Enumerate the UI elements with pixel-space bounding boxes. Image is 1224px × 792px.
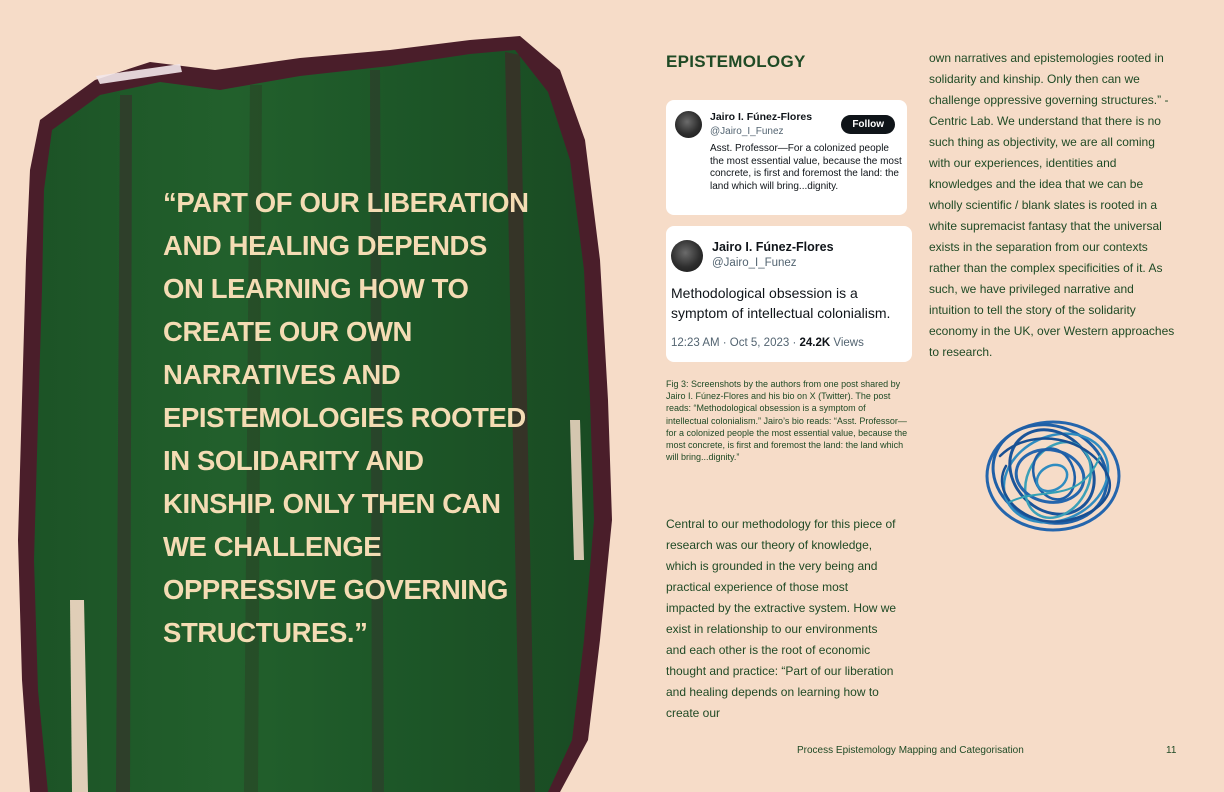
body-text-column-1: Central to our methodology for this piece of research was our theory of knowledge, which is grounded in the very being and practical experience of those most impacted by the extractive system. How we exist in relationship to our environments and each other is the root of economic thought and practice: “Part of our liberation and healing depends on learning how to create our bbox=[666, 517, 897, 720]
tweet-author-name: Jairo I. Fúnez-Flores bbox=[712, 240, 834, 254]
body-text-column-2: own narratives and epistemologies rooted in solidarity and kinship. Only then can we challenge oppressive governing structures.” - Centric Lab. We understand that there is no such thing as objectivity, we are all coming with our experiences, identities and knowledges and the idea that we can be wholly scientific / blank slates is rooted in a white supremacist fantasy that the universal exists in the separation from our contexts rather than the complex specificities of it. As such, we have privileged narrative and intuition to tell the story of the solidarity economy in the UK, over Western approaches to research. bbox=[929, 51, 1175, 359]
tweet-author-name: Jairo I. Fúnez-Flores bbox=[710, 111, 813, 123]
follow-button: Follow bbox=[841, 115, 895, 134]
avatar bbox=[671, 240, 703, 272]
profile-bio: Asst. Professor—For a colonized people the most essential value, because the most concrete, is first and foremost the land: the land which will bring...dignity. bbox=[710, 143, 902, 192]
figure-caption: Fig 3: Screenshots by the authors from one post shared by Jairo I. Fúnez-Flores and his bio on X (Twitter). The post reads: “Methodological obsession is a symptom of intellectual colonialism.” Jairo’s bio reads: “Asst. Professor—for a colonized people the most essential value, because the most concrete, is first and foremost the land: the land which will bring...dignity.” bbox=[666, 379, 908, 463]
pull-quote: “PART OF OUR LIBERATION AND HEALING DEPENDS ON LEARNING HOW TO CREATE OUR OWN NARRATIVES AND EPISTEMOLOGIES ROOTED IN SOLIDARITY AND KINSHIP. ONLY THEN CAN WE CHALLENGE OPPRESSIVE GOVERNING STRUCTURES.” bbox=[163, 187, 529, 648]
tweet-timestamp: 12:23 AM · Oct 5, 2023 · bbox=[671, 337, 800, 349]
tweet-author-handle: @Jairo_I_Funez bbox=[710, 126, 784, 137]
tweet-text: Methodological obsession is a symptom of intellectual colonialism. bbox=[671, 285, 891, 321]
tweet-views-count: 24.2K bbox=[799, 337, 831, 349]
tweet-author-handle: @Jairo_I_Funez bbox=[712, 257, 797, 269]
scribble-ball-illustration bbox=[980, 416, 1130, 536]
tweet-views-label: Views bbox=[830, 337, 864, 349]
tweet-post-card bbox=[666, 226, 912, 362]
section-title: EPISTEMOLOGY bbox=[666, 52, 806, 71]
tweet-meta bbox=[671, 337, 864, 349]
tweet-profile-card bbox=[666, 100, 907, 215]
page-number: 11 bbox=[1166, 745, 1177, 756]
avatar bbox=[675, 111, 702, 138]
footer-title: Process Epistemology Mapping and Categorisation bbox=[797, 745, 1024, 756]
